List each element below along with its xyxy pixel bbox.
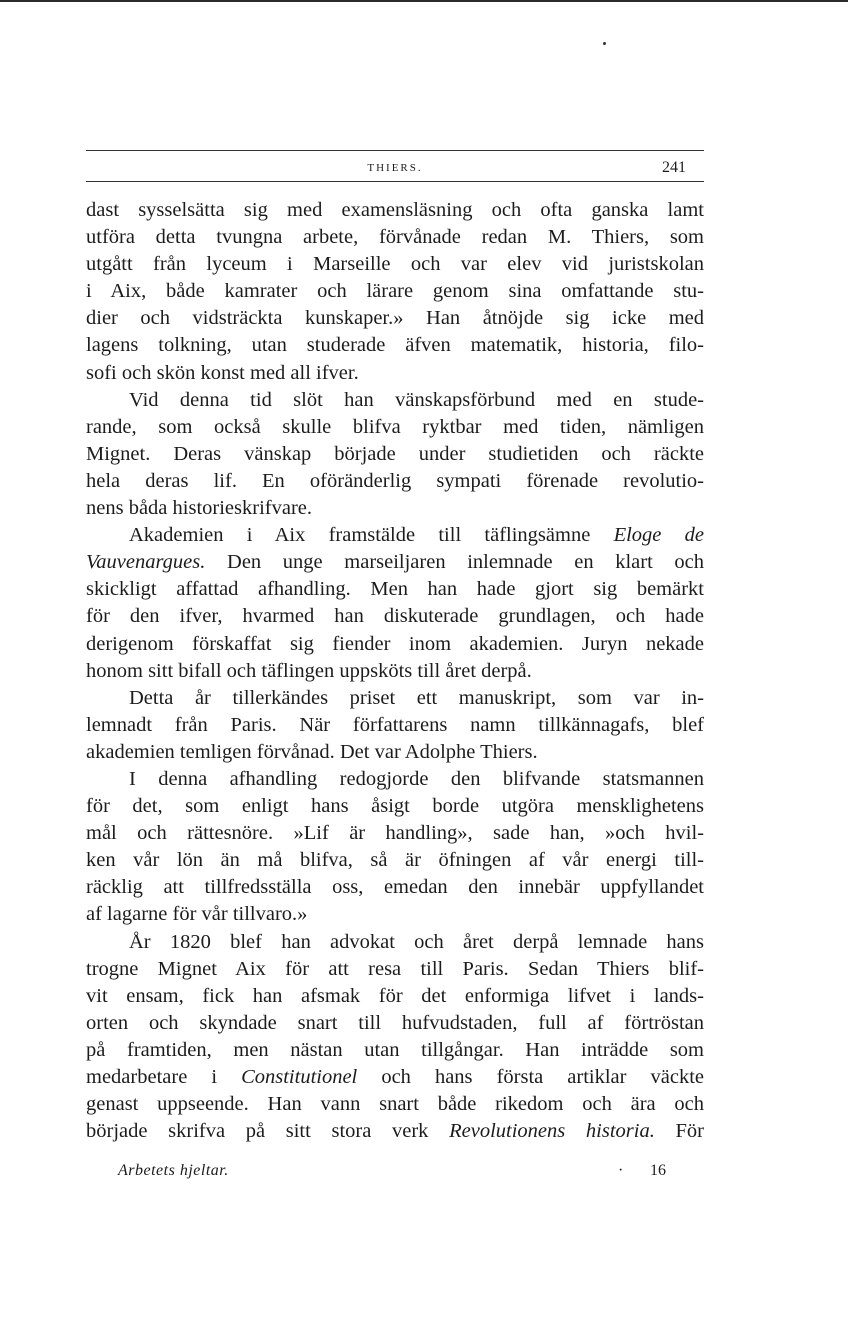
text-line: derigenom förskaffat sig fiender inom akademien. Juryn nekade — [86, 632, 704, 655]
essay-title: Eloge de — [613, 524, 704, 547]
paragraph-3 — [86, 522, 704, 685]
text-line: utföra detta tvungna arbete, förvånade redan M. Thiers, som — [86, 226, 704, 249]
text-line: orten och skyndade snart till hufvudstaden, full af förtröstan — [86, 1011, 704, 1034]
text-line: skickligt affattad afhandling. Men han hade gjort sig bemärkt — [86, 578, 704, 601]
running-title: THIERS. — [367, 162, 423, 174]
text-segment: medarbetare i — [86, 1066, 218, 1088]
text-line — [86, 1118, 704, 1145]
book-page — [86, 150, 704, 1145]
text-segment: För — [675, 1120, 704, 1143]
paragraph-4 — [86, 685, 704, 766]
paragraph-5 — [86, 766, 704, 929]
text-line: Mignet. Deras vänskap började under studietiden och räckte — [86, 442, 704, 465]
page-number: 241 — [662, 159, 686, 176]
text-line: dier och vidsträckta kunskaper.» Han åtnöjde sig icke med — [86, 307, 704, 330]
text-line: på framtiden, men nästan utan tillgångar. Han inträdde som — [86, 1038, 704, 1061]
newspaper-title: Constitutionel — [241, 1066, 358, 1088]
paper-speck — [603, 42, 606, 45]
body-text — [86, 197, 704, 1145]
text-line: vit ensam, fick han afsmak för det enformiga lifvet i lands- — [86, 984, 704, 1007]
signature-dot: · — [618, 1162, 624, 1179]
text-segment: började skrifva på sitt stora verk — [86, 1120, 429, 1143]
text-line: I denna afhandling redogjorde den blifvande statsmannen — [129, 767, 704, 790]
text-line: af lagarne för vår tillvaro.» — [86, 903, 308, 926]
text-line: hela deras lif. En oföränderlig sympati förenade revolutio- — [86, 469, 704, 492]
text-line: mål och rättesnöre. »Lif är handling», sade han, »och hvil- — [86, 822, 704, 845]
essay-title: Vauvenargues. — [86, 551, 206, 574]
text-line — [86, 549, 704, 576]
text-line: ken vår lön än må blifva, så är öfningen af vår energi till- — [86, 849, 704, 872]
signature-title: Arbetets hjeltar. — [118, 1162, 229, 1179]
text-segment: Den unge marseiljaren inlemnade en klart och — [227, 551, 705, 574]
text-line: för det, som enligt hans åsigt borde utgöra mensklighetens — [86, 795, 704, 818]
text-line: genast uppseende. Han vann snart både rikedom och ära och — [86, 1093, 704, 1116]
text-segment: och hans första artiklar väckte — [381, 1066, 705, 1088]
text-line: sofi och skön konst med all ifver. — [86, 361, 359, 384]
top-edge-rule — [0, 0, 848, 2]
text-line: i Aix, både kamrater och lärare genom sina omfattande stu- — [86, 280, 704, 303]
book-title: Revolutionens historia. — [449, 1120, 655, 1143]
text-line: År 1820 blef han advokat och året derpå lemnade hans — [129, 930, 704, 953]
text-line: räcklig att tillfredsställa oss, emedan den innebär uppfyllandet — [86, 876, 704, 899]
page-footer — [118, 1162, 678, 1180]
paragraph-6 — [86, 929, 704, 1146]
text-line: rande, som också skulle blifva ryktbar med tiden, nämligen — [86, 415, 704, 438]
text-line: Detta år tillerkändes priset ett manuskript, som var in- — [129, 686, 704, 709]
header-rule-bottom — [86, 181, 704, 182]
signature-mark: 16 — [650, 1162, 666, 1179]
running-header — [86, 151, 704, 181]
paragraph-2 — [86, 387, 704, 522]
text-line: nens båda historieskrifvare. — [86, 497, 312, 520]
text-segment: Akademien i Aix framstälde till täflingsämne — [129, 524, 591, 547]
text-line: för den ifver, hvarmed han diskuterade grundlagen, och hade — [86, 605, 704, 628]
paragraph-1 — [86, 197, 704, 387]
text-line — [86, 522, 704, 549]
text-line: utgått från lyceum i Marseille och var elev vid juristskolan — [86, 253, 704, 276]
text-line: trogne Mignet Aix för att resa till Paris. Sedan Thiers blif- — [86, 957, 704, 980]
text-line — [86, 1064, 704, 1091]
text-line: honom sitt bifall och täflingen uppsköts till året derpå. — [86, 659, 532, 682]
text-line: akademien temligen förvånad. Det var Adolphe Thiers. — [86, 740, 538, 763]
text-line: lemnadt från Paris. När författarens namn tillkännagafs, blef — [86, 713, 704, 736]
text-line: lagens tolkning, utan studerade äfven matematik, historia, filo- — [86, 334, 704, 357]
text-line: Vid denna tid slöt han vänskapsförbund med en stude- — [129, 388, 704, 411]
text-line: dast sysselsätta sig med examensläsning och ofta ganska lamt — [86, 199, 704, 221]
